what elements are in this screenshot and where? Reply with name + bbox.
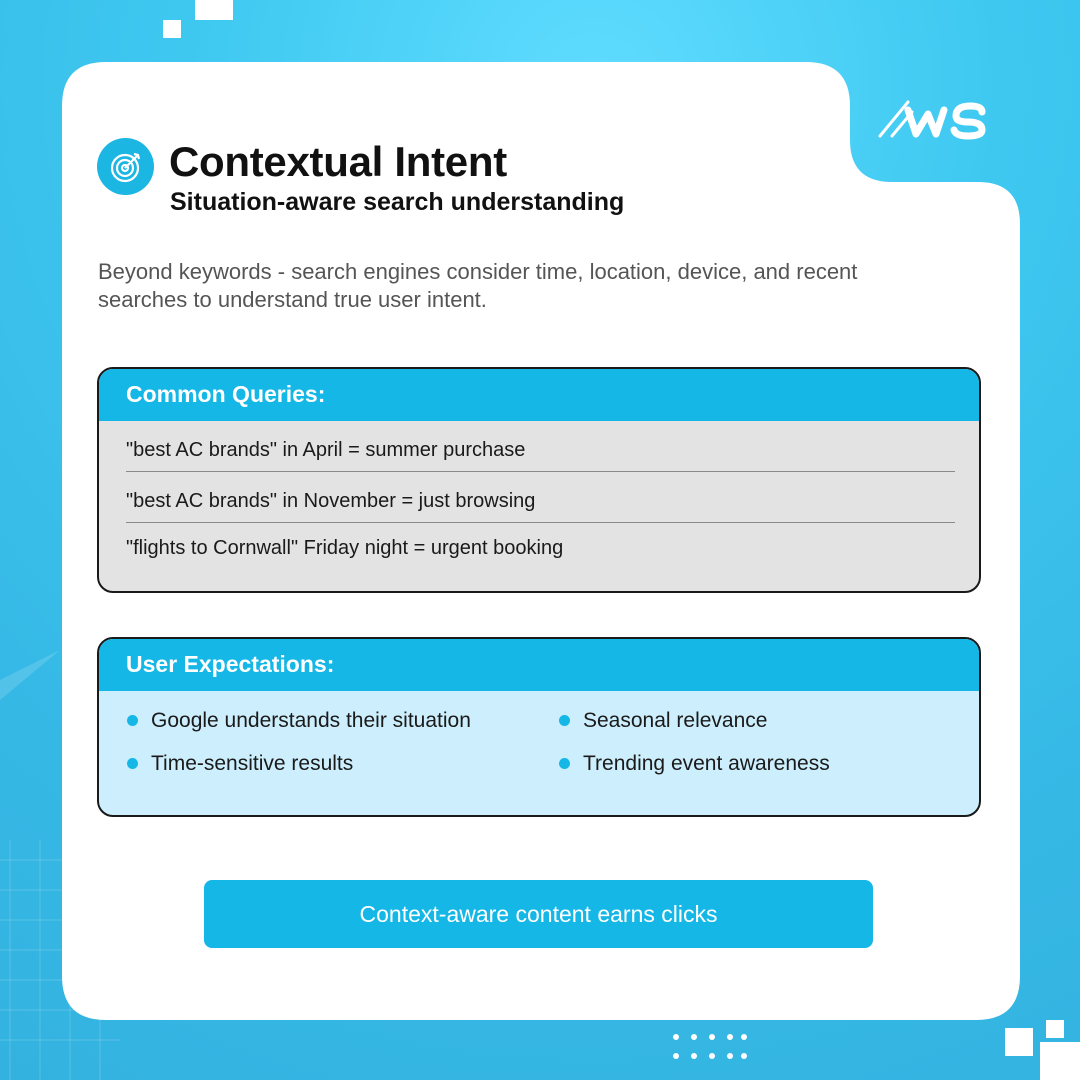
expectation-text: Time-sensitive results <box>151 752 354 775</box>
page-title: Contextual Intent <box>169 138 507 185</box>
expectation-text: Google understands their situation <box>151 709 471 732</box>
common-queries-heading: Common Queries: <box>99 369 979 421</box>
query-list <box>99 421 979 571</box>
bullet-icon <box>559 715 570 726</box>
query-item: "best AC brands" in November = just browsing <box>126 472 955 523</box>
bullet-icon <box>127 715 138 726</box>
intro-text: Beyond keywords - search engines consider time, location, device, and recent searches to understand true user intent. <box>98 259 858 312</box>
query-item: "flights to Cornwall" Friday night = urgent booking <box>126 537 564 559</box>
bullet-icon <box>559 758 570 769</box>
bullet-icon <box>127 758 138 769</box>
common-queries-panel <box>97 367 981 593</box>
cta-banner: Context-aware content earns clicks <box>204 880 873 948</box>
page-subtitle: Situation-aware search understanding <box>170 188 625 216</box>
query-item: "best AC brands" in April = summer purchase <box>126 421 955 472</box>
expectation-text: Seasonal relevance <box>583 709 768 732</box>
user-expectations-panel <box>97 637 981 817</box>
expectations-list <box>99 691 979 815</box>
user-expectations-heading: User Expectations: <box>99 639 979 691</box>
target-icon <box>97 138 154 195</box>
expectation-text: Trending event awareness <box>583 752 830 775</box>
ws-logo-icon <box>878 92 990 142</box>
